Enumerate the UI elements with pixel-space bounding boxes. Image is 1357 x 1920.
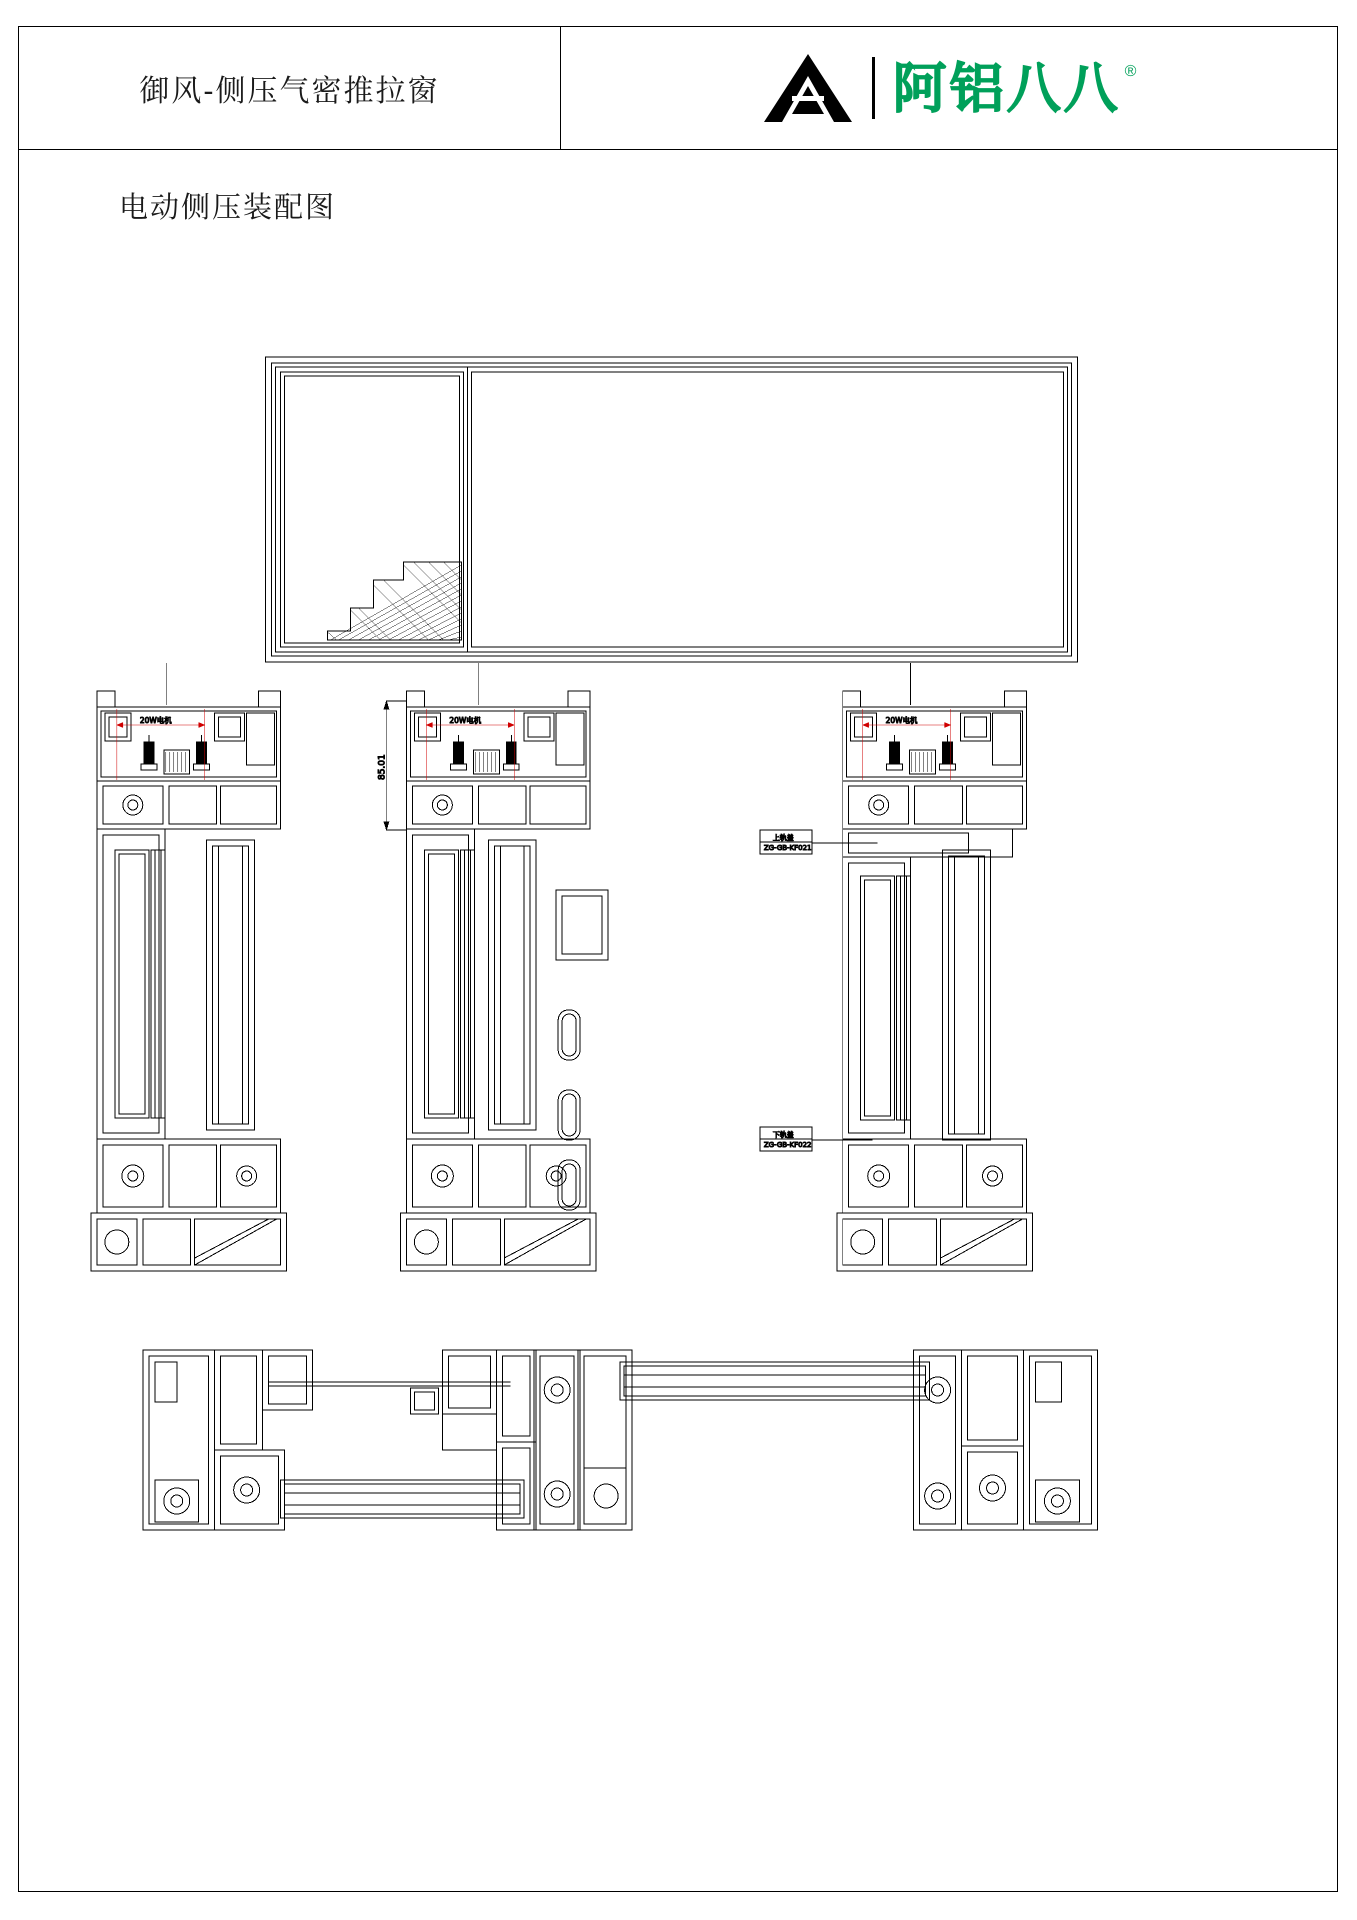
brand-wordmark bbox=[892, 56, 1137, 120]
section-middle bbox=[384, 691, 608, 1271]
brand-name: 阿铝八八 bbox=[892, 56, 1121, 120]
drawing-canvas bbox=[19, 150, 1337, 1891]
logo-divider bbox=[872, 57, 875, 119]
page-title: 御风-侧压气密推拉窗 bbox=[139, 74, 440, 109]
title-block-logo-cell bbox=[561, 27, 1337, 149]
technical-drawing bbox=[19, 150, 1337, 1891]
title-block bbox=[19, 27, 1337, 150]
callout-lower-code: ZG-GB-KF022 bbox=[763, 1140, 812, 1150]
motor-label-left: 20W电机 bbox=[139, 715, 172, 726]
callout-upper-code: ZG-GB-KF021 bbox=[763, 843, 812, 853]
title-block-name-cell bbox=[19, 27, 561, 149]
registered-mark: ® bbox=[1124, 63, 1137, 80]
callout-upper-title: 上轨盖 bbox=[772, 833, 794, 843]
dimension-8501: 85.01 bbox=[377, 754, 388, 780]
motor-label-right: 20W电机 bbox=[885, 715, 918, 726]
triangle-logo-icon bbox=[762, 52, 854, 124]
drawing-sheet bbox=[18, 26, 1338, 1892]
callout-lower-title: 下轨盖 bbox=[772, 1130, 794, 1140]
section-right bbox=[760, 691, 1033, 1271]
motor-label-middle: 20W电机 bbox=[449, 715, 482, 726]
drawing-subtitle: 电动侧压装配图 bbox=[119, 190, 337, 224]
section-left bbox=[91, 691, 287, 1271]
window-elevation-view bbox=[266, 357, 1078, 662]
horizontal-section-plan bbox=[143, 1350, 1098, 1530]
